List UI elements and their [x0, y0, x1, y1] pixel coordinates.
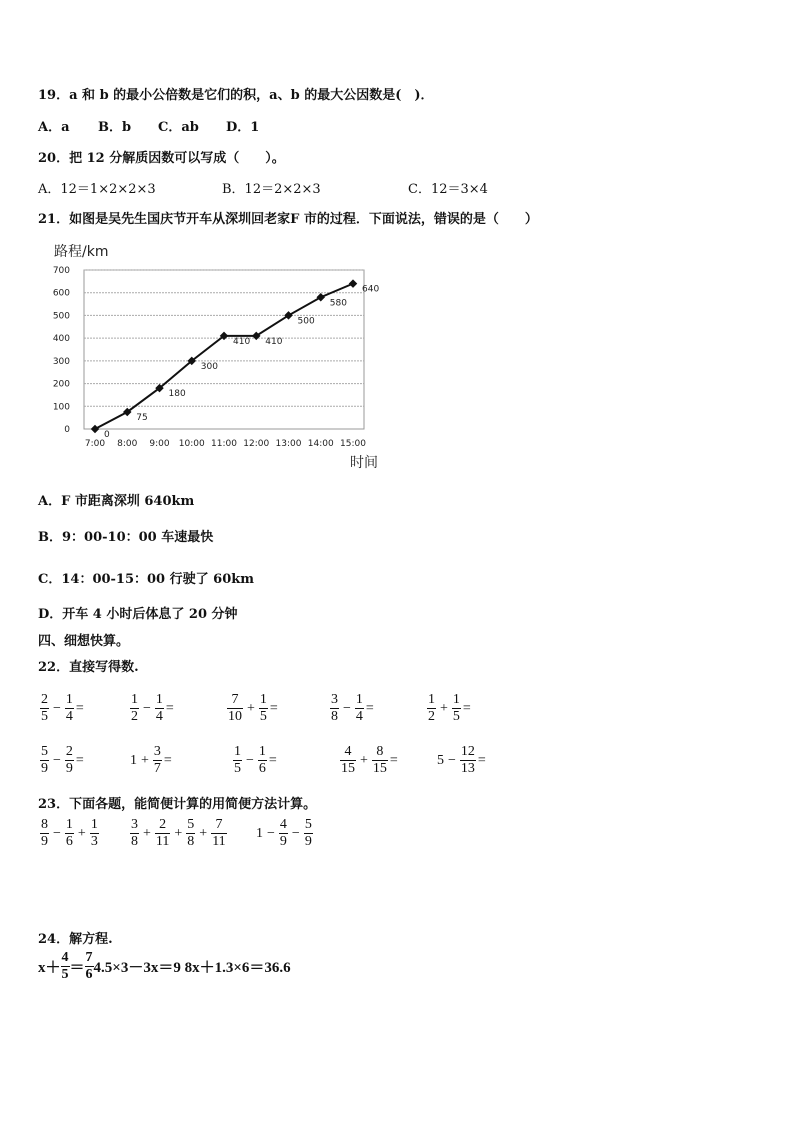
- x-tick-label: 9:00: [149, 439, 170, 449]
- y-tick-label: 500: [52, 311, 70, 322]
- q22-expr-6: $\frac{5}{9}$ − $\frac{2}{9}$ =: [41, 744, 84, 776]
- q20-option-a[interactable]: A．12＝1×2×2×3: [38, 182, 156, 197]
- q22-expr-4: $\frac{3}{8}$ − $\frac{1}{4}$ =: [331, 692, 374, 724]
- x-tick-label: 13:00: [275, 439, 302, 449]
- y-tick-label: 600: [52, 288, 70, 299]
- q23-expr-3: 1 − $\frac{4}{9}$ − $\frac{5}{9}$: [256, 817, 312, 849]
- data-label: 300: [200, 361, 218, 372]
- x-tick-label: 7:00: [84, 439, 106, 449]
- q22-expr-7: 1 + $\frac{3}{7}$ =: [130, 744, 172, 776]
- q20-text: 20．把 12 分解质因数可以写成（ ）。: [38, 151, 285, 166]
- y-tick-label: 200: [52, 379, 70, 390]
- x-tick-label: 8:00: [117, 439, 138, 449]
- q24-text: 24．解方程.: [38, 932, 113, 947]
- data-point: [349, 279, 357, 287]
- q22-expr-3: $\frac{7}{10}$ + $\frac{1}{5}$ =: [228, 692, 278, 724]
- q22-expr-8: $\frac{1}{5}$ − $\frac{1}{6}$ =: [234, 744, 277, 776]
- data-label: 640: [362, 284, 380, 295]
- q19-option-c[interactable]: C．ab: [158, 120, 199, 135]
- q22-expr-2: $\frac{1}{2}$ − $\frac{1}{4}$ =: [131, 692, 174, 724]
- q21-option-a[interactable]: A．F 市距离深圳 640km: [38, 494, 195, 509]
- x-tick-label: 14:00: [307, 439, 334, 449]
- x-axis-label: 时间: [350, 455, 378, 471]
- data-label: 180: [168, 389, 186, 400]
- y-tick-label: 0: [64, 425, 70, 435]
- q19-text: 19．a 和 b 的最小公倍数是它们的积，a、b 的最大公因数是( )．: [38, 88, 434, 103]
- q24-equations: x＋ $\frac{4}{5}$ ＝ $\frac{7}{6}$ 4.5×3－3x＝9 8x＋1.3×6＝36.6: [38, 950, 291, 982]
- data-point: [91, 425, 99, 433]
- plot-frame: [84, 270, 364, 429]
- distance-time-chart: [38, 236, 398, 476]
- q19-option-a[interactable]: A．a: [38, 120, 70, 135]
- x-tick-label: 11:00: [211, 439, 237, 449]
- q19-option-d[interactable]: D．1: [226, 120, 260, 135]
- data-label: 0: [104, 430, 110, 440]
- x-tick-label: 15:00: [340, 439, 366, 449]
- section-heading: 四、细想快算。: [38, 634, 130, 649]
- y-tick-label: 400: [52, 334, 70, 345]
- data-label: 410: [265, 336, 283, 347]
- q22-text: 22．直接写得数.: [38, 660, 139, 675]
- q22-expr-9: $\frac{4}{15}$ + $\frac{8}{15}$ =: [341, 744, 398, 776]
- q21-text: 21．如图是吴先生国庆节开车从深圳回老家F 市的过程．下面说法，错误的是（ ）: [38, 212, 538, 227]
- q23-text: 23．下面各题，能简便计算的用简便方法计算。: [38, 797, 317, 812]
- y-axis-label: 路程/km: [54, 244, 109, 260]
- q21-option-d[interactable]: D．开车 4 小时后体息了 20 分钟: [38, 607, 238, 622]
- q21-option-c[interactable]: C．14：00-15：00 行驶了 60km: [38, 572, 255, 587]
- x-tick-label: 10:00: [178, 439, 205, 449]
- q23-expr-1: $\frac{8}{9}$ − $\frac{1}{6}$ + $\frac{1}{3}$: [41, 817, 98, 849]
- q21-option-b[interactable]: B．9：00-10：00 车速最快: [38, 530, 214, 545]
- data-label: 75: [136, 412, 148, 423]
- data-label: 410: [233, 336, 251, 347]
- series-line: [95, 284, 353, 429]
- q22-expr-10: 5 − $\frac{12}{13}$ =: [437, 744, 486, 776]
- q20-option-b[interactable]: B．12＝2×2×3: [222, 182, 321, 197]
- y-tick-label: 700: [52, 266, 70, 276]
- y-tick-label: 100: [52, 402, 70, 413]
- data-label: 500: [297, 316, 315, 327]
- q20-option-c[interactable]: C．12＝3×4: [408, 182, 488, 197]
- data-label: 580: [329, 298, 347, 309]
- q19-option-b[interactable]: B．b: [98, 120, 132, 135]
- data-point: [317, 293, 325, 301]
- q23-expr-2: $\frac{3}{8}$ + $\frac{2}{11}$ + $\frac{5}{8}$ + $\frac{7}{11}$: [131, 817, 226, 849]
- y-tick-label: 300: [52, 356, 70, 367]
- q22-expr-5: $\frac{1}{2}$ + $\frac{1}{5}$ =: [428, 692, 471, 724]
- q22-expr-1: $\frac{2}{5}$ − $\frac{1}{4}$ =: [41, 692, 84, 724]
- x-tick-label: 12:00: [243, 439, 270, 449]
